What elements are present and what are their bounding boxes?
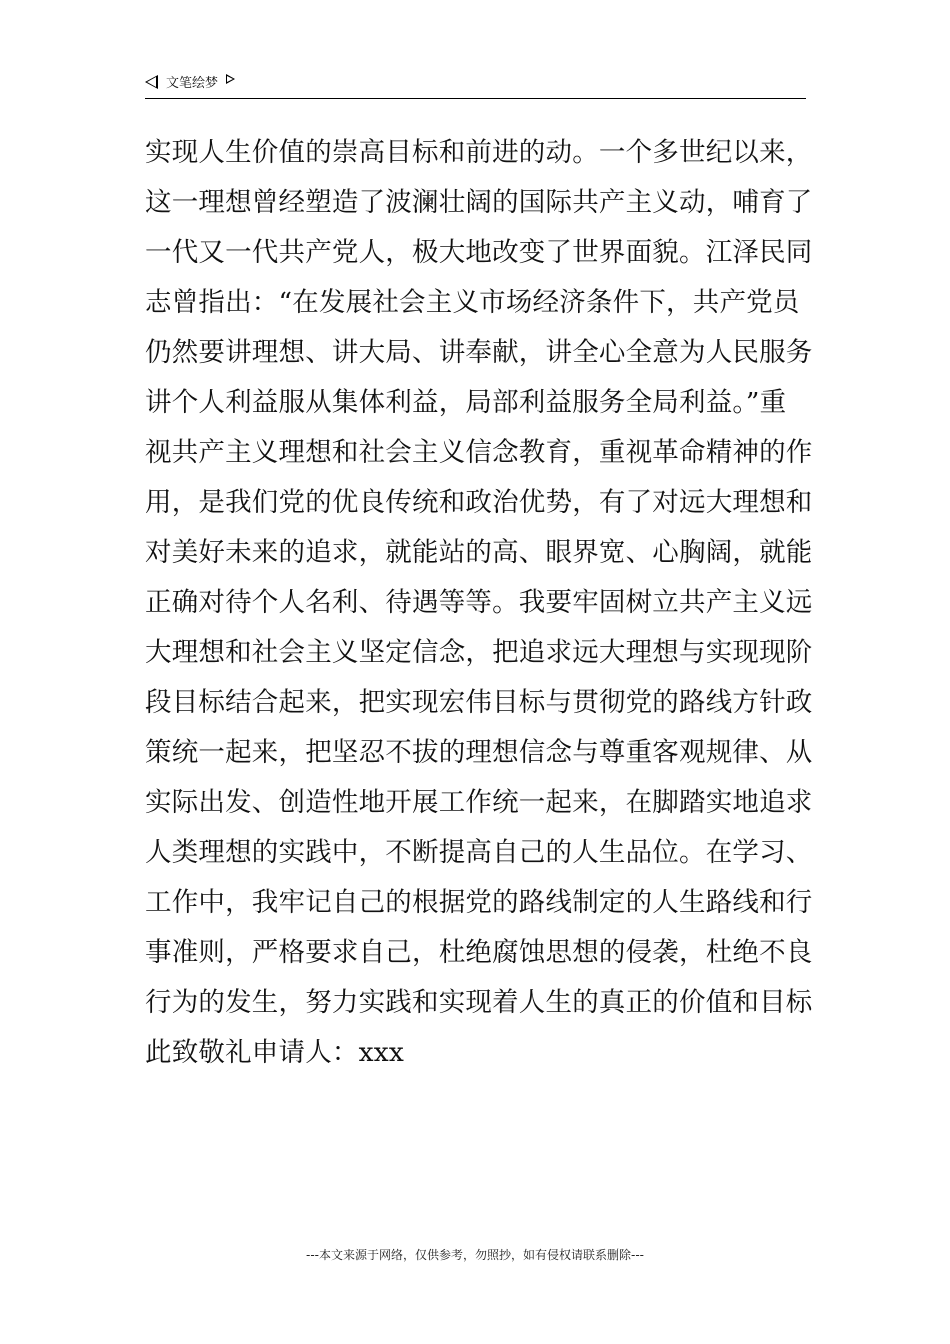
body-line: 志曾指出：“在发展社会主义市场经济条件下，共产党员	[145, 287, 800, 318]
body-line: 策统一起来，把坚忍不拔的理想信念与尊重客观规律、从	[145, 737, 813, 768]
body-line: 用，是我们党的优良传统和政治优势，有了对远大理想和	[145, 487, 813, 518]
page-header	[145, 72, 806, 99]
body-line: 事准则，严格要求自己，杜绝腐蚀思想的侵袭，杜绝不良	[145, 937, 813, 968]
header-title: 文笔绘梦	[166, 76, 219, 91]
body-line: 段目标结合起来，把实现宏伟目标与贯彻党的路线方针政	[145, 687, 813, 718]
body-line: 行为的发生，努力实践和实现着人生的真正的价值和目标	[145, 987, 813, 1018]
signature-line: 此致敬礼申请人：xxx	[145, 1037, 405, 1068]
body-line: 实际出发、创造性地开展工作统一起来，在脚踏实地追求	[145, 787, 813, 818]
body-line: 这一理想曾经塑造了波澜壮阔的国际共产主义动，哺育了	[145, 187, 813, 218]
body-line: 正确对待个人名利、待遇等等。我要牢固树立共产主义远	[145, 587, 813, 618]
body-line: 视共产主义理想和社会主义信念教育，重视革命精神的作	[145, 437, 813, 468]
document-body	[145, 128, 813, 1078]
body-line: 仍然要讲理想、讲大局、讲奉献，讲全心全意为人民服务	[145, 337, 813, 368]
body-line: 大理想和社会主义坚定信念，把追求远大理想与实现现阶	[145, 637, 813, 668]
footer-disclaimer: ---本文来源于网络，仅供参考，勿照抄，如有侵权请联系删除---	[306, 1248, 644, 1262]
triangle-right-icon	[226, 74, 235, 84]
body-line: 人类理想的实践中，不断提高自己的人生品位。在学习、	[145, 837, 813, 868]
body-line: 工作中，我牢记自己的根据党的路线制定的人生路线和行	[145, 887, 813, 918]
body-line: 实现人生价值的崇高目标和前进的动。一个多世纪以来，	[145, 137, 813, 168]
body-line: 对美好未来的追求，就能站的高、眼界宽、心胸阔，就能	[145, 537, 813, 568]
body-line: 一代又一代共产党人，极大地改变了世界面貌。江泽民同	[145, 237, 813, 268]
body-line: 讲个人利益服从集体利益，局部利益服务全局利益。”重	[145, 387, 787, 418]
triangle-left-icon	[145, 75, 158, 89]
